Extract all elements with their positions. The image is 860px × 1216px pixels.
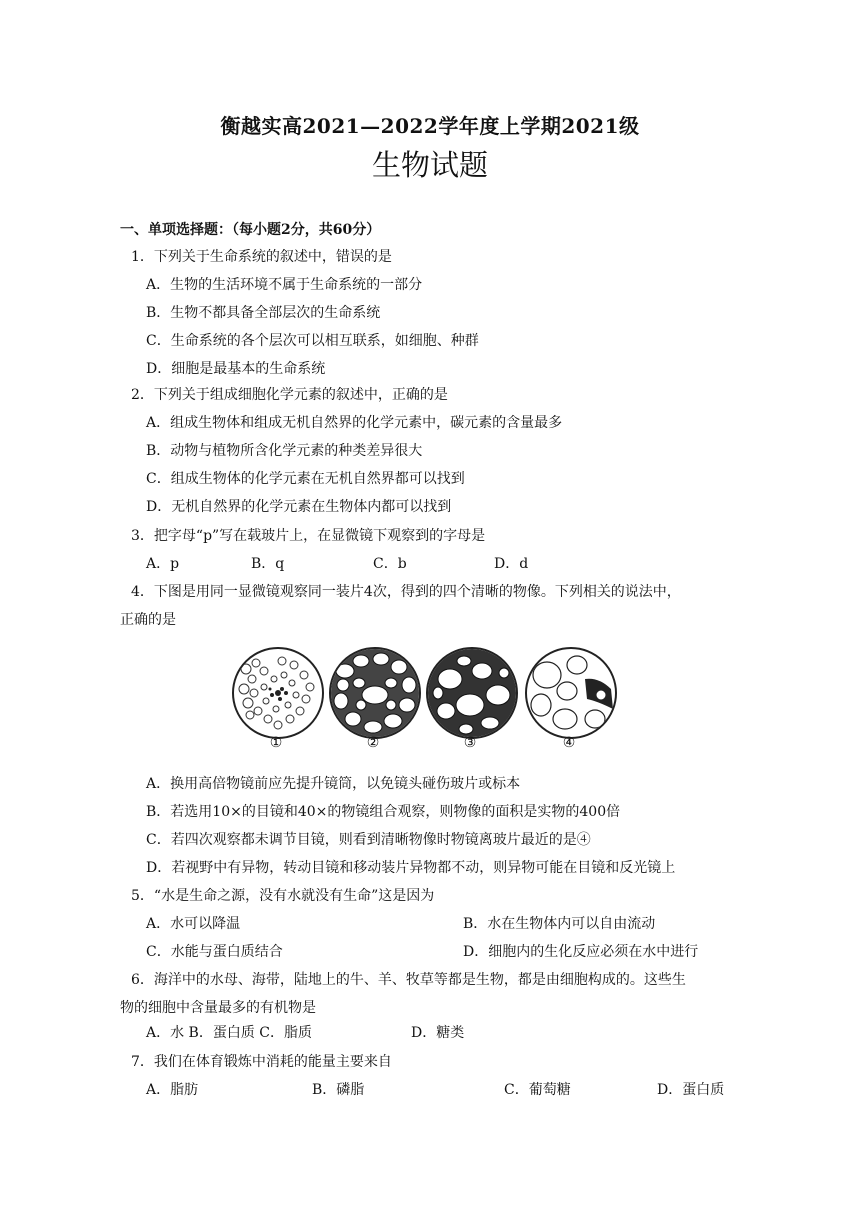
q3-option-a: A．p bbox=[146, 556, 180, 572]
q3-option-d: D．d bbox=[494, 556, 529, 572]
fig-label-3: ③ bbox=[463, 735, 477, 751]
question-4-stem-cont: 正确的是 bbox=[120, 612, 176, 628]
section-heading: 一、单项选择题：（每小题2分，共60分） bbox=[120, 222, 381, 238]
micro-view-2 bbox=[329, 647, 421, 739]
micro-view-4 bbox=[525, 647, 617, 739]
question-4-stem: 4．下图是用同一显微镜观察同一装片4次，得到的四个清晰的物像。下列相关的说法中， bbox=[131, 584, 681, 600]
q4-option-c: C．若四次观察都未调节目镜，则看到清晰物像时物镜离玻片最近的是④ bbox=[146, 832, 591, 848]
exam-subject-title: 生物试题 bbox=[371, 148, 488, 182]
micro-view-3 bbox=[426, 647, 518, 739]
q5-option-b: B．水在生物体内可以自由流动 bbox=[463, 916, 656, 932]
q7-option-c: C．葡萄糖 bbox=[504, 1082, 571, 1098]
q7-option-a: A．脂肪 bbox=[146, 1082, 199, 1098]
question-5-stem: 5．“水是生命之源，没有水就没有生命”这是因为 bbox=[131, 888, 435, 904]
q6-options-abc: A．水 B．蛋白质 C．脂质 bbox=[146, 1025, 313, 1041]
question-6-stem: 6．海洋中的水母、海带，陆地上的牛、羊、牧草等都是生物，都是由细胞构成的。这些生 bbox=[131, 972, 686, 988]
question-3-stem: 3．把字母“p”写在载玻片上，在显微镜下观察到的字母是 bbox=[131, 528, 486, 544]
q7-option-b: B．磷脂 bbox=[312, 1082, 365, 1098]
micro-view-1 bbox=[232, 647, 324, 739]
q5-option-a: A．水可以降温 bbox=[146, 916, 241, 932]
q1-option-a: A．生物的生活环境不属于生命系统的一部分 bbox=[146, 277, 423, 293]
q6-option-d: D．糖类 bbox=[411, 1025, 465, 1041]
q1-option-b: B．生物不都具备全部层次的生命系统 bbox=[146, 305, 381, 321]
exam-header-title: 衡越实高2021—2022学年度上学期2021级 bbox=[220, 114, 640, 138]
q7-option-d: D．蛋白质 bbox=[657, 1082, 725, 1098]
fig-label-1: ① bbox=[269, 735, 283, 751]
q4-option-d: D．若视野中有异物，转动目镜和移动装片异物都不动，则异物可能在目镜和反光镜上 bbox=[146, 860, 676, 876]
fig-label-4: ④ bbox=[562, 735, 576, 751]
question-6-stem-cont: 物的细胞中含量最多的有机物是 bbox=[120, 1000, 316, 1016]
q2-option-b: B．动物与植物所含化学元素的种类差异很大 bbox=[146, 443, 423, 459]
q4-option-a: A．换用高倍物镜前应先提升镜筒，以免镜头碰伤玻片或标本 bbox=[146, 776, 521, 792]
q2-option-a: A．组成生物体和组成无机自然界的化学元素中，碳元素的含量最多 bbox=[146, 415, 563, 431]
question-1-stem: 1．下列关于生命系统的叙述中，错误的是 bbox=[131, 249, 392, 265]
q4-option-b: B．若选用10×的目镜和40×的物镜组合观察，则物像的面积是实物的400倍 bbox=[146, 804, 621, 820]
question-2-stem: 2．下列关于组成细胞化学元素的叙述中，正确的是 bbox=[131, 387, 448, 403]
fig-label-2: ② bbox=[366, 735, 380, 751]
question-7-stem: 7．我们在体育锻炼中消耗的能量主要来自 bbox=[131, 1054, 392, 1070]
q1-option-c: C．生命系统的各个层次可以相互联系，如细胞、种群 bbox=[146, 333, 479, 349]
q1-option-d: D．细胞是最基本的生命系统 bbox=[146, 361, 326, 377]
q2-option-c: C．组成生物体的化学元素在无机自然界都可以找到 bbox=[146, 471, 465, 487]
q5-option-d: D．细胞内的生化反应必须在水中进行 bbox=[463, 944, 699, 960]
q2-option-d: D．无机自然界的化学元素在生物体内都可以找到 bbox=[146, 499, 452, 515]
q3-option-c: C．b bbox=[373, 556, 407, 572]
q5-option-c: C．水能与蛋白质结合 bbox=[146, 944, 283, 960]
q3-option-b: B．q bbox=[251, 556, 285, 572]
